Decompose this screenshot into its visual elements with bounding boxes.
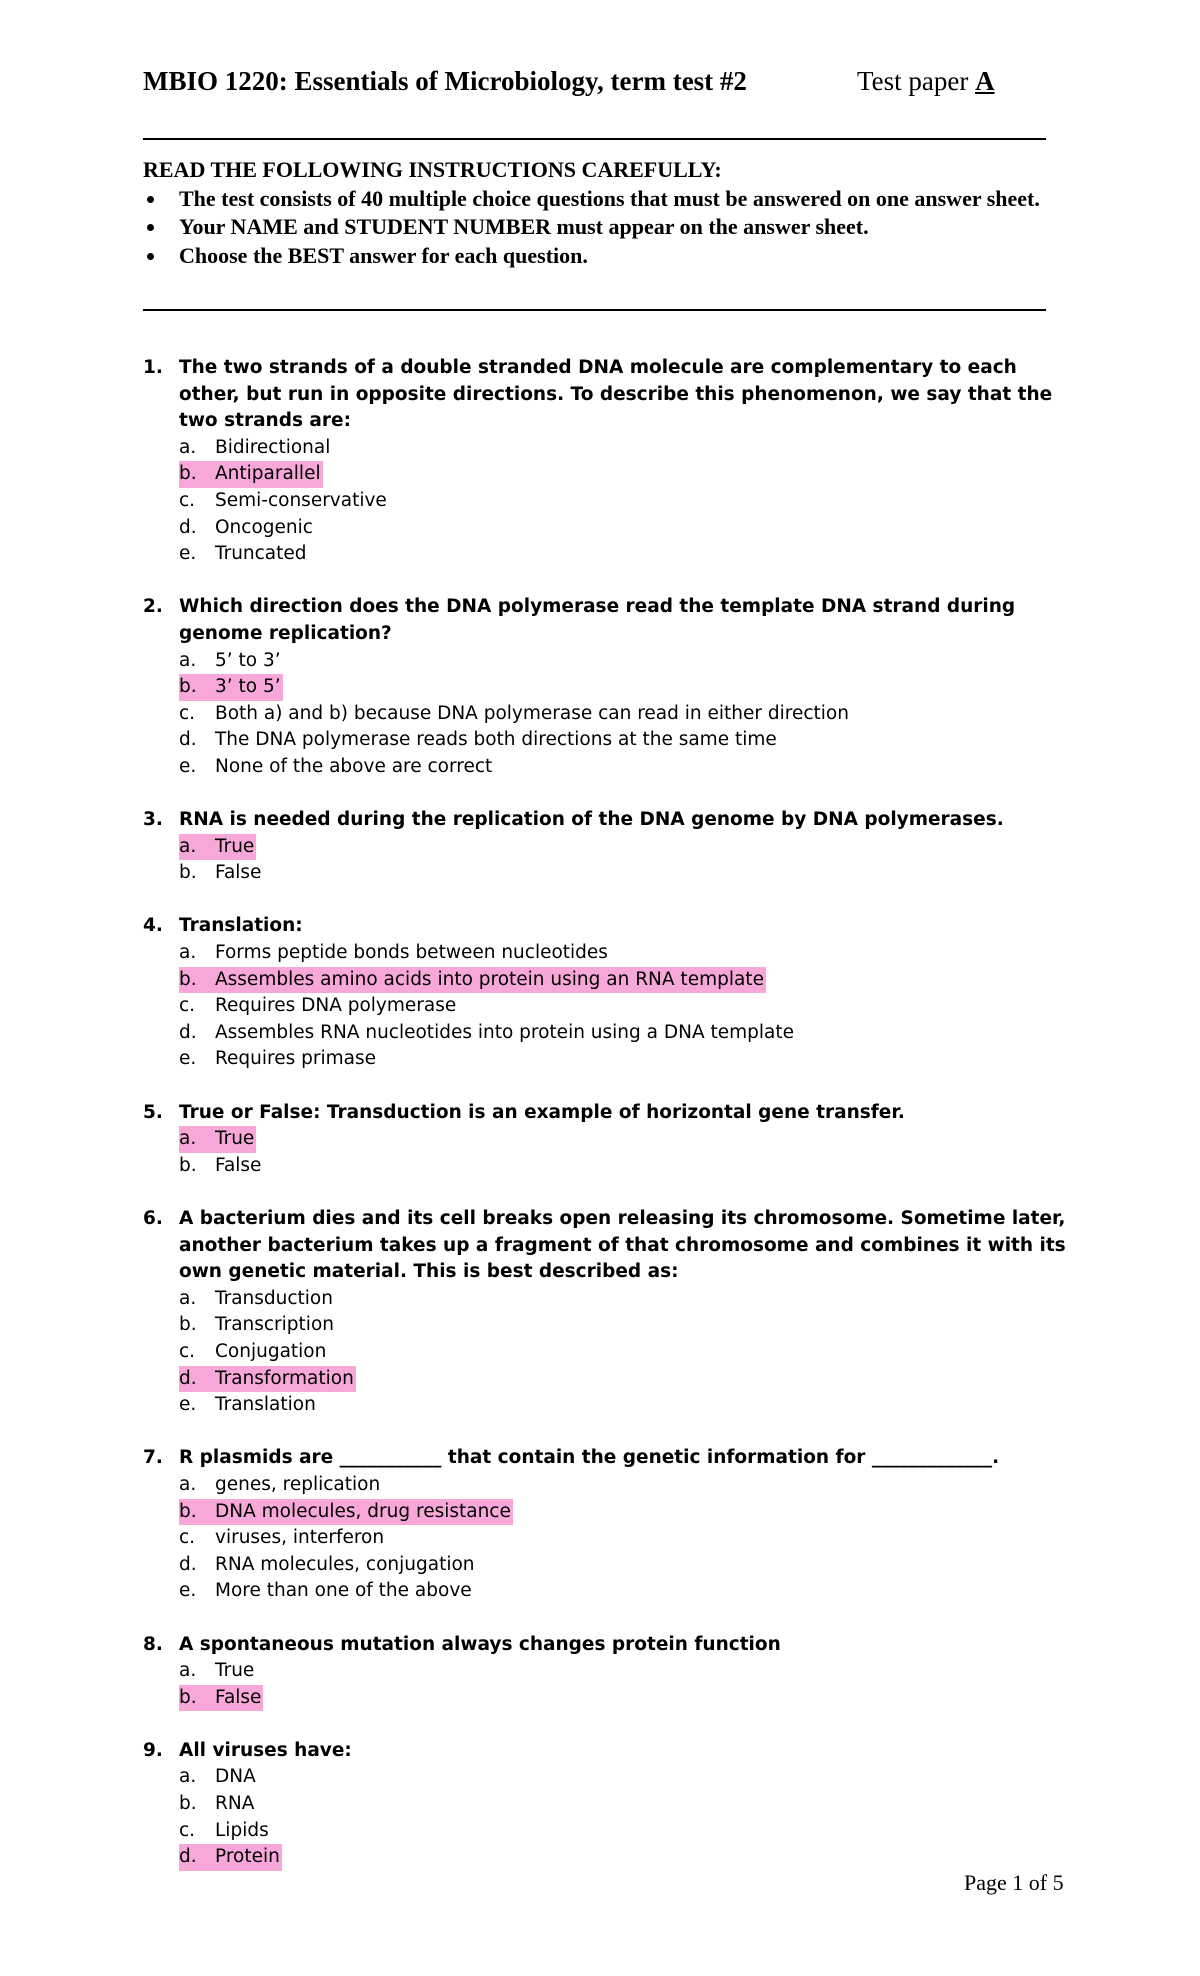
answer-option (179, 727, 1073, 754)
option-letter: b. (179, 1154, 197, 1176)
answer-option-body (179, 1658, 256, 1685)
answer-highlight (179, 674, 283, 701)
answer-option (179, 435, 1073, 462)
option-text: Transformation (215, 1367, 354, 1389)
answer-option-body (179, 488, 389, 515)
answer-option (179, 541, 1073, 568)
answer-option-body (179, 1525, 386, 1552)
question-text: RNA is needed during the replication of the DNA genome by DNA polymerases. (179, 809, 1004, 831)
answer-highlight (179, 1844, 282, 1871)
option-text: 3’ to 5’ (215, 676, 281, 698)
test-paper-label (857, 66, 995, 97)
test-title: MBIO 1220: Essentials of Microbiology, term test #2 (143, 66, 747, 96)
option-letter: c. (179, 1527, 196, 1549)
answer-option (179, 1392, 1073, 1419)
question-stem (143, 594, 1073, 647)
question-9 (143, 1738, 1073, 1871)
answer-option-body (179, 1312, 336, 1339)
question-stem (143, 355, 1073, 435)
instructions-block (143, 156, 1046, 270)
option-letter: a. (179, 1287, 197, 1309)
option-letter: a. (179, 1128, 197, 1150)
option-letter: d. (179, 729, 197, 751)
answer-option-body (179, 1392, 318, 1419)
option-letter: b. (179, 1793, 197, 1815)
answer-option-body (179, 1339, 328, 1366)
option-text: Assembles amino acids into protein using an RNA template (215, 968, 764, 990)
answer-option (179, 1552, 1073, 1579)
answer-highlight (179, 834, 256, 861)
answer-option (179, 1153, 1073, 1180)
question-stem (143, 1206, 1073, 1286)
answer-option-body (179, 1046, 378, 1073)
question-stem (143, 1632, 1073, 1659)
answer-option-body (179, 541, 309, 568)
option-letter: b. (179, 968, 197, 990)
question-1 (143, 355, 1073, 568)
option-text: Lipids (215, 1819, 269, 1841)
option-letter: a. (179, 1660, 197, 1682)
answer-option-body (179, 754, 494, 781)
answer-option-body (179, 1020, 796, 1047)
option-text: Requires DNA polymerase (215, 995, 457, 1017)
answer-option (179, 488, 1073, 515)
option-text: The DNA polymerase reads both directions at the same time (215, 729, 777, 751)
option-letter: e. (179, 543, 197, 565)
option-text: Transduction (215, 1287, 333, 1309)
answer-option-body (179, 648, 283, 675)
answer-option (179, 1046, 1073, 1073)
question-stem (143, 913, 1073, 940)
option-text: Both a) and b) because DNA polymerase can read in either direction (215, 702, 849, 724)
option-letter: a. (179, 835, 197, 857)
answer-option (179, 1764, 1073, 1791)
question-3 (143, 807, 1073, 887)
option-text: 5’ to 3’ (215, 649, 281, 671)
option-text: More than one of the above (215, 1580, 472, 1602)
answer-options (143, 1126, 1073, 1179)
answer-option-body (179, 1818, 271, 1845)
option-letter: b. (179, 862, 197, 884)
question-list (143, 355, 1073, 1897)
answer-options (143, 834, 1073, 887)
option-letter: c. (179, 1819, 196, 1841)
instruction-item: Choose the BEST answer for each question. (143, 242, 1046, 271)
option-text: Requires primase (215, 1048, 376, 1070)
answer-option (179, 1791, 1073, 1818)
question-number: 6. (143, 1208, 163, 1229)
option-letter: b. (179, 463, 197, 485)
option-letter: a. (179, 1766, 197, 1788)
answer-options (143, 1472, 1073, 1605)
answer-option-correct (179, 461, 1073, 488)
answer-option (179, 1472, 1073, 1499)
option-text: True (215, 835, 255, 857)
option-letter: b. (179, 1686, 197, 1708)
question-8 (143, 1632, 1073, 1712)
question-number: 2. (143, 596, 163, 618)
instructions-divider (143, 309, 1046, 311)
question-number: 1. (143, 357, 163, 378)
question-number: 5. (143, 1101, 163, 1123)
instructions-list (143, 185, 1046, 271)
option-letter: e. (179, 1394, 197, 1416)
answer-option-body (179, 435, 332, 462)
answer-option-body (179, 860, 263, 887)
option-letter: e. (179, 1048, 197, 1070)
answer-options (143, 648, 1073, 781)
answer-highlight (179, 1366, 356, 1393)
answer-option (179, 1020, 1073, 1047)
option-text: False (215, 1154, 262, 1176)
header-divider (143, 138, 1046, 140)
option-letter: a. (179, 942, 197, 964)
option-letter: d. (179, 1846, 197, 1868)
answer-option-body (179, 515, 315, 542)
answer-option-body (179, 1764, 258, 1791)
question-5 (143, 1100, 1073, 1180)
answer-option (179, 648, 1073, 675)
option-letter: e. (179, 1580, 197, 1602)
answer-highlight (179, 1685, 263, 1712)
option-text: Protein (215, 1846, 280, 1868)
page-number: Page 1 of 5 (964, 1870, 1064, 1895)
instruction-item: The test consists of 40 multiple choice questions that must be answered on one answer sheet. (143, 185, 1046, 214)
option-letter: c. (179, 1340, 196, 1362)
answer-options (143, 435, 1073, 568)
option-text: Bidirectional (215, 436, 331, 458)
answer-option (179, 515, 1073, 542)
option-letter: a. (179, 649, 197, 671)
answer-option (179, 754, 1073, 781)
question-number: 3. (143, 809, 163, 831)
question-6 (143, 1206, 1073, 1419)
question-7 (143, 1445, 1073, 1605)
instruction-item: Your NAME and STUDENT NUMBER must appear on the answer sheet. (143, 213, 1046, 242)
question-text: R plasmids are ___________ that contain the genetic information for _____________. (179, 1447, 1000, 1469)
option-text: Antiparallel (215, 463, 321, 485)
question-text: Which direction does the DNA polymerase read the template DNA strand during genome replication? (179, 596, 1016, 644)
option-text: True (215, 1128, 255, 1150)
option-text: False (215, 862, 262, 884)
answer-option (179, 860, 1073, 887)
answer-option-correct (179, 834, 1073, 861)
answer-option (179, 1339, 1073, 1366)
option-letter: c. (179, 489, 196, 511)
answer-option-body (179, 1472, 382, 1499)
option-text: Assembles RNA nucleotides into protein using a DNA template (215, 1021, 795, 1043)
answer-option-body (179, 1153, 263, 1180)
question-number: 7. (143, 1447, 163, 1469)
answer-options (143, 940, 1073, 1073)
answer-options (143, 1658, 1073, 1711)
option-text: genes, replication (215, 1473, 381, 1495)
answer-option (179, 993, 1073, 1020)
option-letter: d. (179, 1021, 197, 1043)
test-paper-prefix: Test paper (857, 66, 969, 96)
question-stem (143, 807, 1073, 834)
answer-option (179, 940, 1073, 967)
answer-option-correct (179, 1685, 1073, 1712)
answer-options (143, 1286, 1073, 1419)
option-letter: c. (179, 702, 196, 724)
option-text: Translation (215, 1394, 316, 1416)
option-text: DNA (215, 1766, 256, 1788)
option-letter: e. (179, 755, 197, 777)
answer-option-correct (179, 967, 1073, 994)
question-text: All viruses have: (179, 1739, 352, 1761)
option-letter: d. (179, 516, 197, 538)
answer-highlight (179, 967, 766, 994)
answer-option (179, 701, 1073, 728)
answer-option-body (179, 940, 610, 967)
option-letter: d. (179, 1553, 197, 1575)
question-text: True or False: Transduction is an example of horizontal gene transfer. (179, 1101, 905, 1123)
question-stem (143, 1100, 1073, 1127)
answer-option (179, 1818, 1073, 1845)
option-text: Transcription (215, 1314, 334, 1336)
answer-highlight (179, 1126, 256, 1153)
answer-option (179, 1286, 1073, 1313)
question-text: A spontaneous mutation always changes protein function (179, 1633, 781, 1655)
option-text: viruses, interferon (215, 1527, 385, 1549)
option-text: Semi-conservative (215, 489, 387, 511)
option-text: Oncogenic (215, 516, 313, 538)
option-text: Truncated (215, 543, 307, 565)
option-text: DNA molecules, drug resistance (215, 1500, 511, 1522)
question-number: 9. (143, 1739, 163, 1761)
option-text: None of the above are correct (215, 755, 493, 777)
answer-option (179, 1525, 1073, 1552)
answer-option (179, 1578, 1073, 1605)
option-letter: c. (179, 995, 196, 1017)
option-letter: b. (179, 676, 197, 698)
answer-options (143, 1764, 1073, 1870)
question-number: 4. (143, 915, 163, 937)
answer-option-body (179, 993, 458, 1020)
answer-option-body (179, 727, 779, 754)
instructions-heading: READ THE FOLLOWING INSTRUCTIONS CAREFULLY: (143, 157, 722, 182)
option-letter: b. (179, 1500, 197, 1522)
answer-option-correct (179, 1126, 1073, 1153)
answer-option-correct (179, 674, 1073, 701)
option-text: RNA (215, 1793, 255, 1815)
option-letter: d. (179, 1367, 197, 1389)
option-letter: b. (179, 1314, 197, 1336)
answer-option-correct (179, 1499, 1073, 1526)
question-text: A bacterium dies and its cell breaks open releasing its chromosome. Sometime later, another bacterium takes up a fragment of that chromosome and combines it with its own genetic material. This is best described as: (179, 1208, 1066, 1283)
answer-highlight (179, 1499, 513, 1526)
question-stem (143, 1738, 1073, 1765)
question-stem (143, 1445, 1073, 1472)
option-text: RNA molecules, conjugation (215, 1553, 475, 1575)
answer-option-body (179, 1552, 477, 1579)
answer-option-body (179, 1791, 256, 1818)
answer-option-body (179, 1286, 335, 1313)
option-text: True (215, 1660, 255, 1682)
option-letter: a. (179, 436, 197, 458)
option-text: Conjugation (215, 1340, 327, 1362)
option-letter: a. (179, 1473, 197, 1495)
answer-option-body (179, 701, 851, 728)
question-number: 8. (143, 1633, 163, 1655)
answer-option-correct (179, 1366, 1073, 1393)
question-4 (143, 913, 1073, 1073)
answer-option-body (179, 1578, 474, 1605)
answer-highlight (179, 461, 323, 488)
option-text: Forms peptide bonds between nucleotides (215, 942, 608, 964)
answer-option-correct (179, 1844, 1073, 1871)
test-paper-letter: A (975, 66, 995, 96)
question-text: Translation: (179, 915, 303, 937)
question-2 (143, 594, 1073, 780)
answer-option (179, 1312, 1073, 1339)
option-text: False (215, 1686, 262, 1708)
question-text: The two strands of a double stranded DNA molecule are complementary to each other, but run in opposite directions. To describe this phenomenon, we say that the two strands are: (179, 357, 1053, 432)
answer-option (179, 1658, 1073, 1685)
